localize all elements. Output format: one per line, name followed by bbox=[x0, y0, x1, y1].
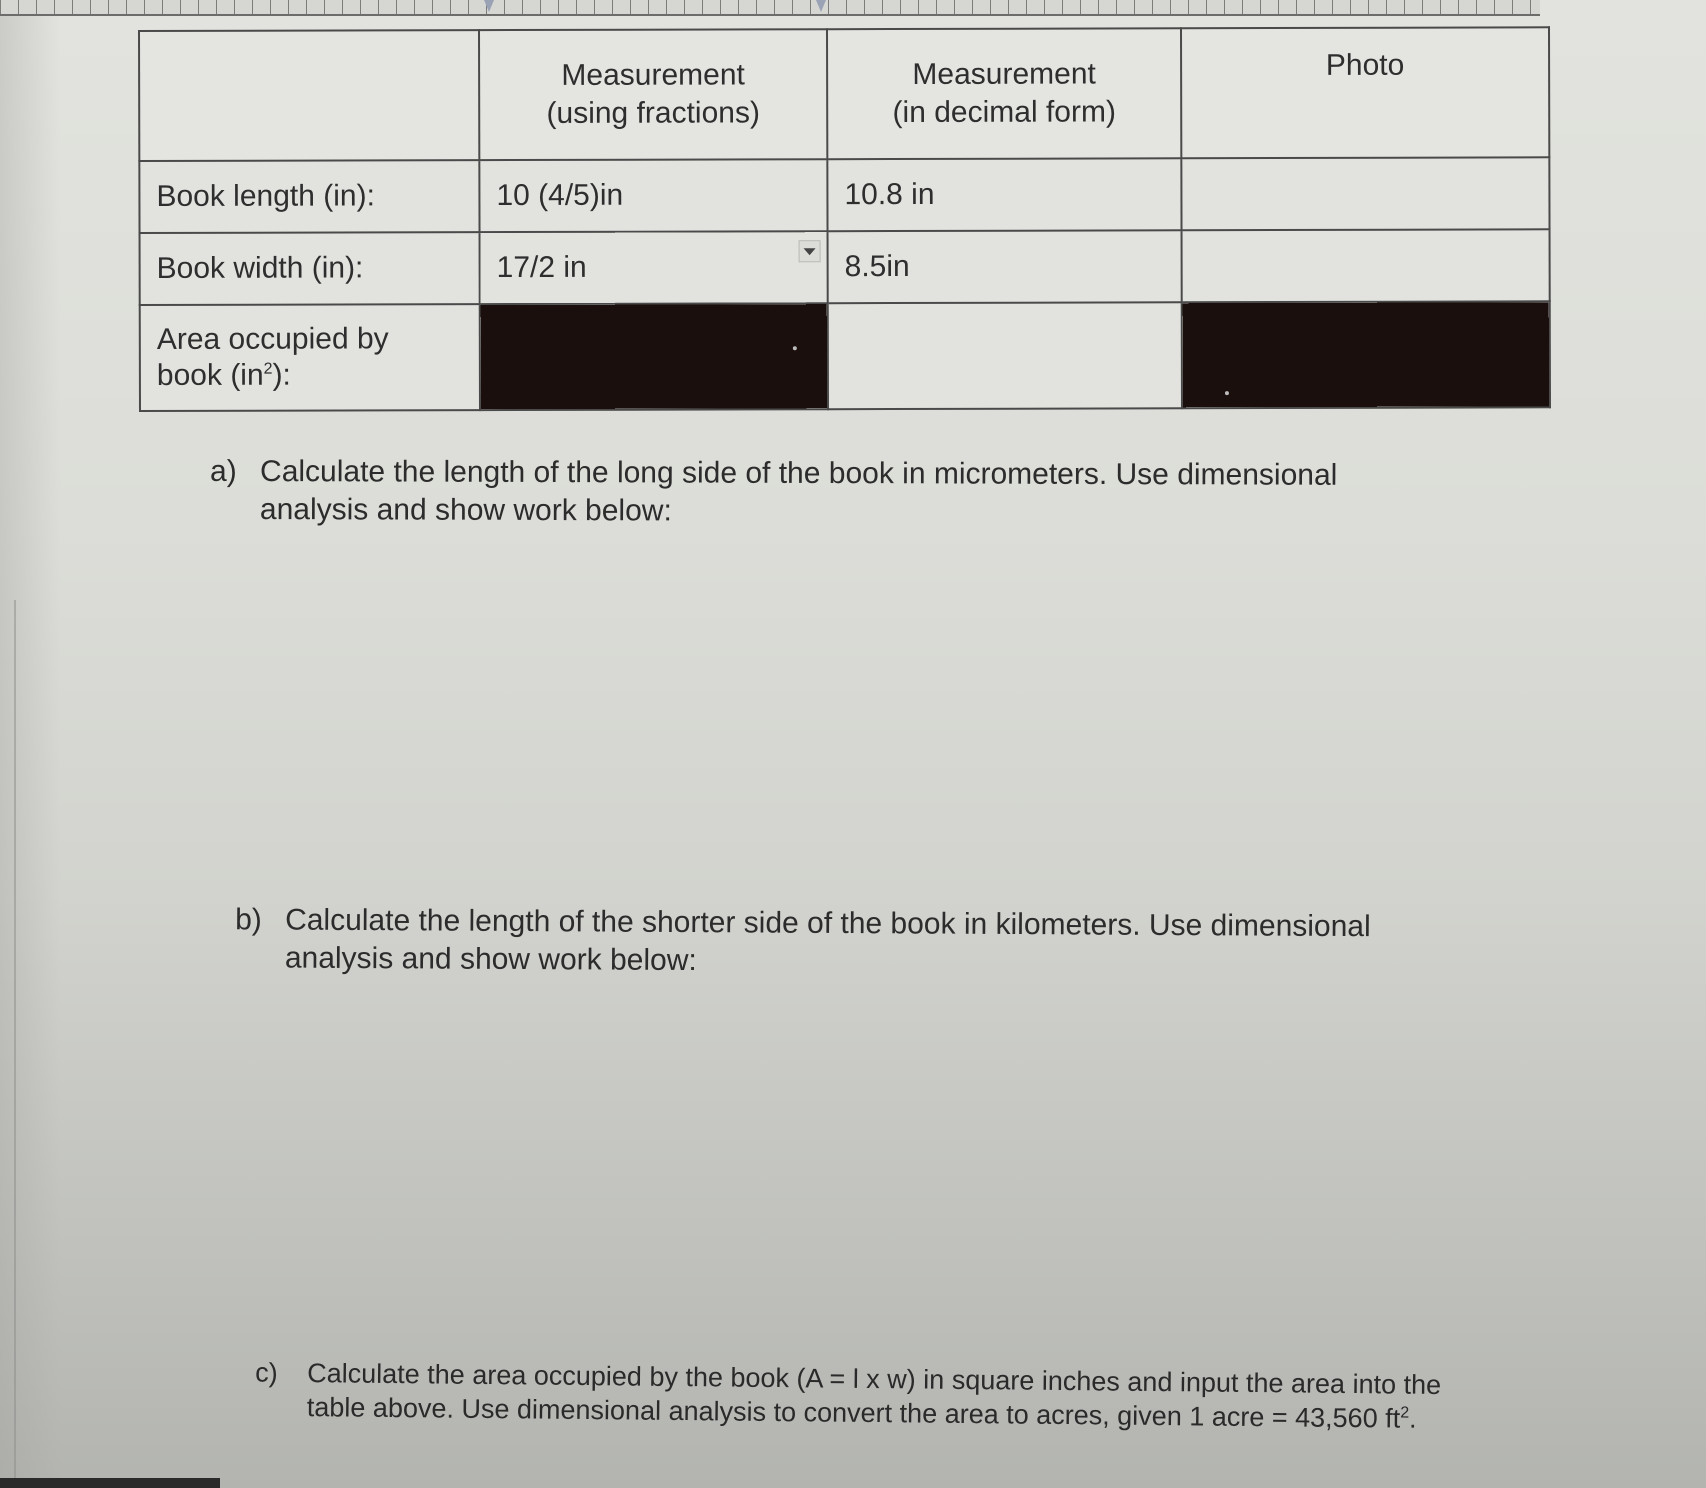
question-b-marker: b) bbox=[235, 903, 262, 937]
cell-width-decimal[interactable] bbox=[828, 230, 1182, 303]
header-decimal-line1: Measurement bbox=[912, 57, 1096, 91]
question-c bbox=[255, 1356, 1486, 1437]
speck bbox=[1225, 391, 1229, 395]
cell-length-photo[interactable] bbox=[1181, 157, 1549, 230]
row-label-area[interactable] bbox=[140, 304, 480, 411]
ruler-ticks bbox=[0, 0, 1540, 14]
header-photo-label: Photo bbox=[1325, 48, 1405, 82]
cell-area-decimal[interactable] bbox=[828, 302, 1182, 409]
row-label-book-width[interactable] bbox=[140, 232, 480, 305]
photo-vignette bbox=[0, 0, 60, 1488]
question-c-superscript: 2 bbox=[1400, 1404, 1410, 1422]
header-cell-blank[interactable] bbox=[139, 30, 479, 161]
question-c-marker: c) bbox=[255, 1357, 278, 1388]
cell-area-fraction-redacted bbox=[480, 303, 828, 410]
question-a-marker: a) bbox=[210, 454, 237, 488]
table-header-row bbox=[139, 27, 1549, 161]
question-c-text bbox=[255, 1356, 1486, 1437]
question-a-work-area[interactable] bbox=[260, 545, 1460, 875]
page-edge bbox=[14, 600, 16, 1488]
cell-length-fraction[interactable] bbox=[479, 159, 827, 232]
document-ruler[interactable] bbox=[0, 0, 1540, 16]
question-b-work-area[interactable] bbox=[285, 990, 1485, 1330]
length-fraction-value: 10 (4/5)in bbox=[496, 178, 624, 213]
width-decimal-value: 8.5in bbox=[844, 249, 910, 284]
cell-length-decimal[interactable] bbox=[827, 158, 1181, 231]
question-b bbox=[235, 901, 1465, 985]
width-fraction-value: 17/2 in bbox=[496, 250, 587, 285]
screen-bezel bbox=[0, 1478, 220, 1488]
cell-area-photo-redacted bbox=[1182, 301, 1550, 408]
question-a-text: Calculate the length of the long side of the book in micrometers. Use dimensional analysis and show work below: bbox=[259, 455, 1338, 528]
chevron-down-icon bbox=[804, 248, 816, 255]
cell-width-photo[interactable] bbox=[1182, 229, 1550, 302]
area-label-prefix: book (in bbox=[156, 358, 264, 392]
measurement-table-container bbox=[138, 26, 1549, 412]
header-fractions-line1: Measurement bbox=[561, 58, 745, 92]
area-label-suffix: ): bbox=[272, 358, 291, 392]
question-c-end: . bbox=[1408, 1403, 1417, 1434]
speck bbox=[793, 346, 797, 350]
table-row-area bbox=[140, 301, 1550, 411]
measurement-table bbox=[138, 26, 1551, 412]
header-decimal-line2: (in decimal form) bbox=[892, 95, 1116, 130]
cell-width-fraction[interactable] bbox=[480, 231, 828, 304]
row-label-book-length[interactable] bbox=[139, 160, 479, 233]
book-length-label: Book length (in): bbox=[156, 179, 375, 213]
cell-dropdown-button[interactable] bbox=[799, 240, 821, 262]
area-label bbox=[157, 321, 463, 394]
length-decimal-value: 10.8 in bbox=[844, 177, 935, 212]
area-label-superscript: 2 bbox=[263, 360, 273, 378]
area-label-line2 bbox=[157, 357, 463, 394]
table-row-book-width bbox=[140, 229, 1550, 305]
header-fractions-line2: (using fractions) bbox=[546, 96, 760, 130]
header-cell-photo[interactable] bbox=[1181, 27, 1549, 158]
book-width-label: Book width (in): bbox=[156, 251, 364, 285]
header-cell-fractions[interactable] bbox=[479, 29, 827, 160]
header-cell-decimal[interactable] bbox=[827, 28, 1181, 159]
table-row-book-length bbox=[139, 157, 1549, 233]
question-b-text: Calculate the length of the shorter side of the book in kilometers. Use dimensional analysis and show work below: bbox=[284, 903, 1371, 978]
question-a bbox=[210, 453, 1450, 533]
area-label-line1: Area occupied by bbox=[156, 322, 389, 356]
question-c-main-text: Calculate the area occupied by the book (A = l x w) in square inches and input the area into the table above. Use dimensional analysis to convert the area to acres, given 1 acre = 43,560 ft bbox=[306, 1358, 1442, 1434]
